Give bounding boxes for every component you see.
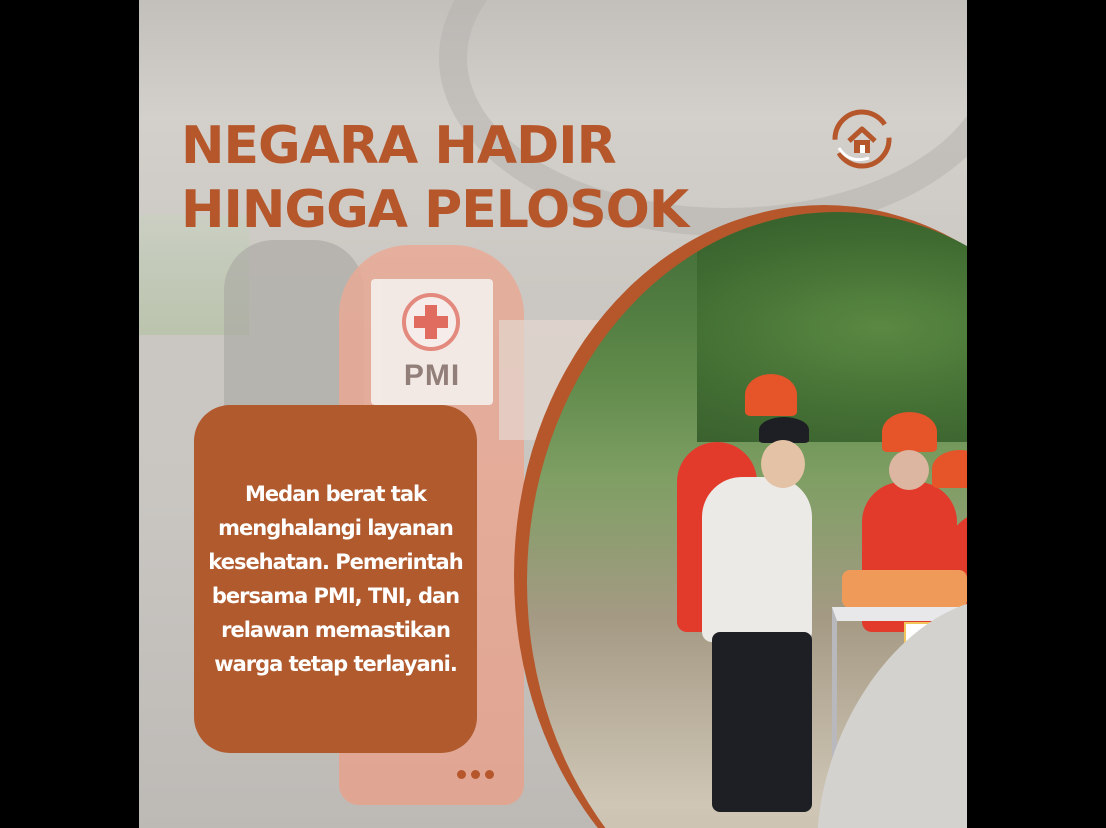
orange-mattress	[842, 570, 967, 608]
dot	[457, 770, 466, 779]
message-box	[194, 405, 477, 753]
pmi-cross-icon	[402, 293, 460, 351]
poster	[139, 0, 967, 828]
helmet-icon	[745, 374, 797, 416]
man-trousers	[712, 632, 812, 812]
house-in-hands-icon	[829, 108, 895, 170]
title-line-1: NEGARA HADIR	[181, 116, 616, 176]
volunteer-center-face	[889, 450, 929, 490]
foliage	[697, 212, 967, 442]
title-line-2: HINGGA PELOSOK	[181, 180, 689, 240]
man-head	[761, 440, 805, 488]
helmet-icon	[932, 450, 967, 488]
helmet-icon	[882, 412, 937, 452]
dot	[485, 770, 494, 779]
pagination-dots	[457, 770, 494, 779]
dot	[471, 770, 480, 779]
vest-label: PMI	[403, 359, 461, 392]
message-text: Medan berat tak menghalangi layanan kesehatan. Pemerintah bersama PMI, TNI, dan relawan memastikan warga tetap terlayani.	[208, 482, 463, 676]
background-pmi-vest-patch	[371, 279, 493, 405]
man-in-white-shirt	[702, 477, 812, 642]
